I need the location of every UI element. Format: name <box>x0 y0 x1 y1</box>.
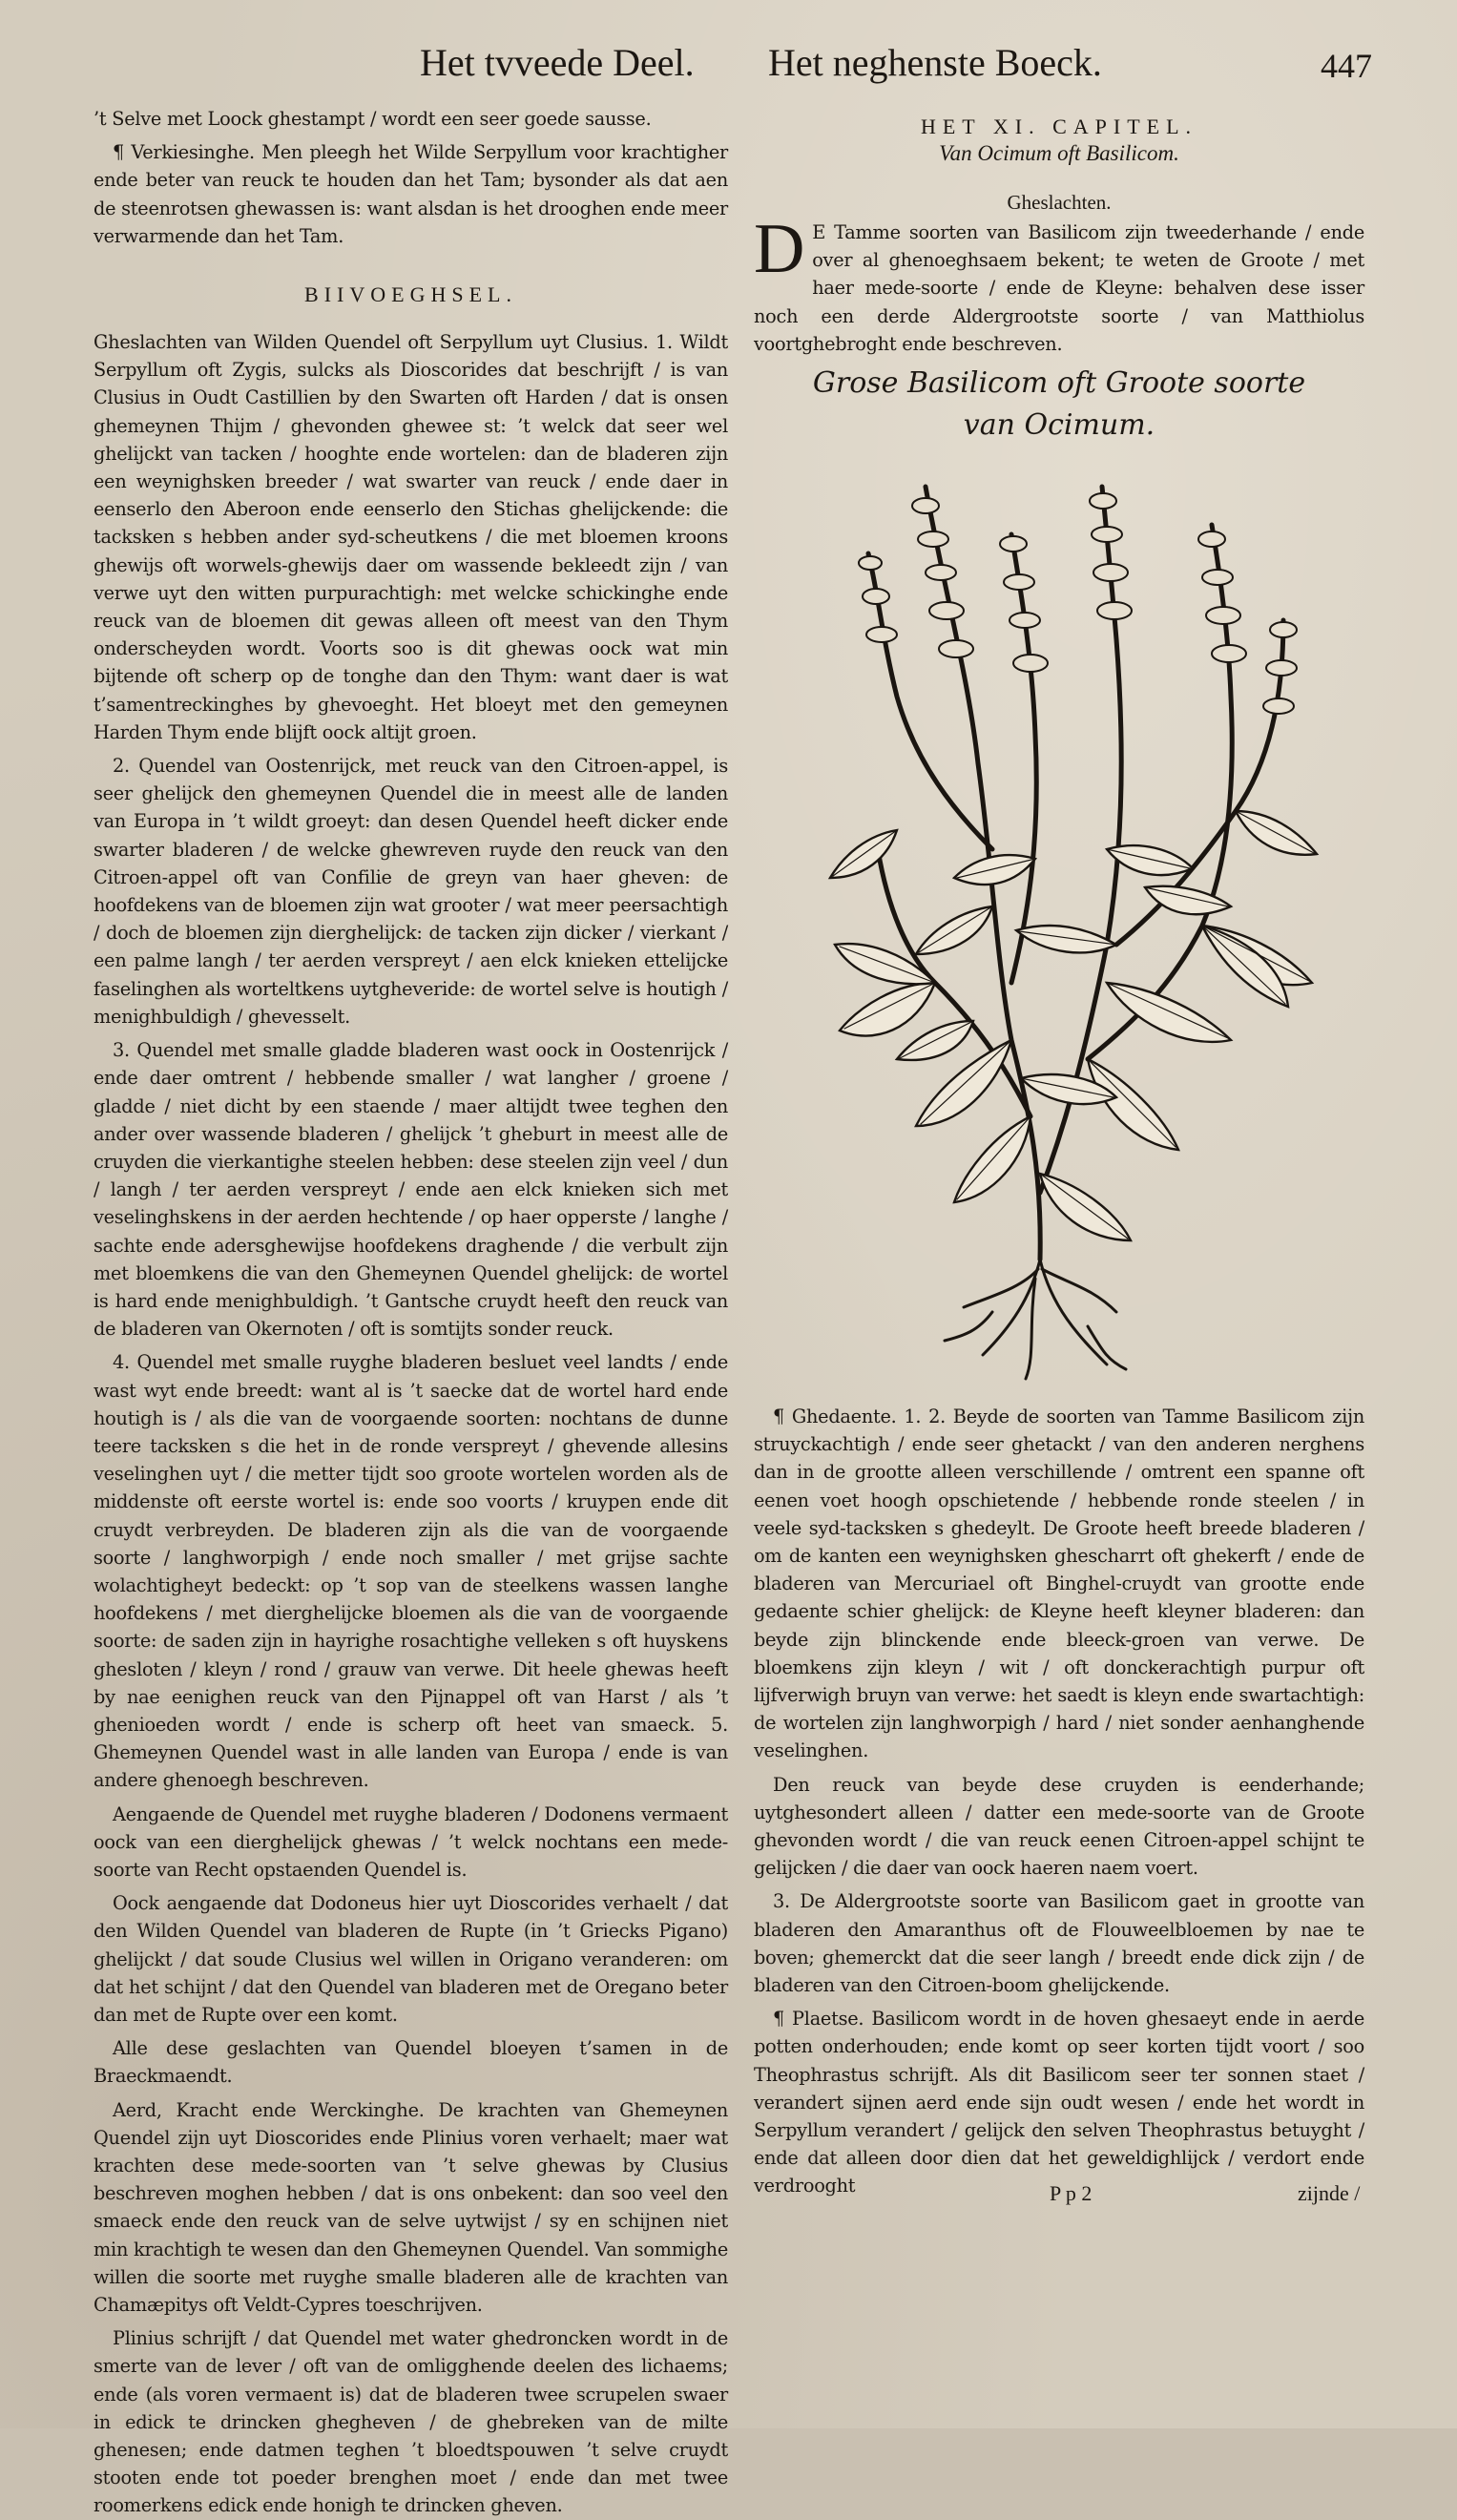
running-header <box>0 40 1457 107</box>
header-right: Het neghenste Boeck. <box>768 41 1102 84</box>
ghedaente-paragraph: ¶ Ghedaente. 1. 2. Beyde de soorten van Tamme Basilicom zijn struyckachtigh / ende seer ghetackt / van den anderen nerghens dan in de grootte alleen verschillende / omtrent een spanne oft eenen voet hoogh opschietende / hebbende ronde steelen / in veele syd-tacksken s ghedeylt. De Groote heeft breede bladeren / om de kanten een weynighsken ghescharrt oft ghekerft / ende de bladeren van Mercuriael oft Binghel-cruydt van grootte ende gedaente schier ghelijck: de Kleyne heeft kleyner bladeren: dan beyde zijn blinckende ende bleeck-groen van verwe. De bloemkens zijn kleyn / wit / oft donckerachtigh purpur oft lijfverwigh bruyn van verwe: het saedt is kleyn ende swartachtigh: de wortelen zijn langhworpigh / hard / niet sonder aenhanghende veselinghen. <box>754 1406 1364 1762</box>
figure-caption-line-2: van Ocimum. <box>963 408 1155 442</box>
right-column-bottom <box>754 1403 1364 2214</box>
leaf-veins <box>833 811 1314 1239</box>
verkiesinghe-paragraph: ¶ Verkiesinghe. Men pleegh het Wilde Serpyllum voor krachtigher ende beter van reuck te houden dan het Tam; bysonder als dat aen de steenrotsen ghewassen is: want alsdan is het drooghen ende meer verwarmende dan het Tam. <box>94 141 728 247</box>
page-number: 447 <box>1321 47 1372 85</box>
right-column-top <box>754 115 1364 363</box>
paragraph-plinius: Plinius schrijft / dat Quendel met water ghedroncken wordt in de smerte van de lever / oft van de omligghende deelen des lichaems; ende (als voren vermaent is) dat de bladeren twee scrupelen swaer in edick te drincken ghegheven / de ghebreken van de milte ghenesen; ende datmen teghen ’t bloedtspouwen ’t selve cruydt stooten ende tot poeder brenghen moet / ende dan met twee roomerkens edick ende honigh te drincken gheven. <box>94 2327 728 2517</box>
section-title-bijvoeghsel: BIIVOEGHSEL. <box>304 282 517 307</box>
paragraph-gheslachten: Gheslachten van Wilden Quendel oft Serpyllum uyt Clusius. 1. Wildt Serpyllum oft Zygis, sulcks als Dioscorides dat beschrijft / is van Clusius in Oudt Castillien by den Swarten oft Harden / dat is onsen ghemeynen Thijm / ghevonden ghewee st: ’t welck dat seer wel ghelijckt van tacken / hooghte ende wortelen: dan de bladeren zijn een weynighsken breeder / wat swarter van reuck / ende daer in eenserlo den Aberoon ende eenserlo den Stichas ghelijckende: die tacksken s hebben ander syd-scheutkens / die met bloemen kroons ghewijs oft worwels-ghewijs daer om wassende bekleedt zijn / van verwe uyt den witten purpurachtigh: met welcke schickinghe ende reuck van de bloemen dit gewas alleen oft meest van den Thym onderscheyden wordt. Voorts soo is dit ghewas oock wat min bijtende oft scherp op de tonghe dan den Thym: want daer is wat t’samentreckinghes by ghevoeght. Het bloeyt met den gemeynen Harden Thym ende blijft oock altijt groen. <box>94 331 728 743</box>
paragraph-quendel-smalle-gladde: 3. Quendel met smalle gladde bladeren wast oock in Oostenrijck / ende daer omtrent / hebbende smaller / wat langher / groene / gladde / niet dicht by een staende / maer altijdt twee teghen den ander over wassende bladeren / ghelijck ’t gheburt in meest alle de cruyden die vierkantighe steelen hebben: dese steelen zijn veel / dun / langh / ter aerden verspreyt / ende aen elck knieken sich met veselinghskens in der aerden hechtende / op haer opperste / langhe / sachte ende adersghewijse hoofdekens draghende / die verbult zijn met bloemkens die van den Ghemeynen Quendel ghelijck: de wortel is hard ende menighbuldigh. ’t Gantsche cruydt heeft den reuck van de bladeren van Okernoten / oft is somtijts sonder reuck. <box>94 1039 728 1341</box>
paragraph-dodoneus-2: Oock aengaende dat Dodoneus hier uyt Dioscorides verhaelt / dat den Wilden Quendel van bladeren de Rupte (in ’t Griecks Pigano) ghelijckt / dat soude Clusius wel willen in Origano veranderen: om dat het schijnt / dat den Quendel van bladeren met de Oregano beter dan met de Rupte over een komt. <box>94 1892 728 2026</box>
plaetse-paragraph: ¶ Plaetse. Basilicom wordt in de hoven ghesaeyt ende in aerde potten onderhouden; ende komt op seer korten tijdt voort / soo Theophrastus schrijft. Als dit Basilicom seer ter sonnen staet / verandert sijnen aerd ende sijn oudt wesen / ende het wordt in Serpyllum verandert / gelijck den selven Theophrastus betuyght / ende dat alleen door dien dat het geweldighlijck / verdort ende verdrooght <box>754 2008 1364 2197</box>
aldergrootste-paragraph: 3. De Aldergrootste soorte van Basilicom gaet in grootte van bladeren den Amaranthus oft de Flouweelbloemen by nae te boven; ghemerckt dat die seer langh / breedt ende dick zijn / de bladeren van den Citroen-boom ghelijckende. <box>754 1890 1364 1997</box>
intro-line: ’t Selve met Loock ghestampt / wordt een seer goede sausse. <box>94 108 652 130</box>
roots <box>945 1260 1126 1379</box>
drop-capital: D <box>754 210 805 288</box>
catchword: zijnde / <box>1298 2181 1361 2205</box>
main-stems <box>868 487 1283 1260</box>
gheslachten-paragraph <box>754 210 1364 358</box>
chapter-subtitle: Van Ocimum oft Basilicom. <box>939 141 1179 165</box>
spike-6 <box>1263 622 1297 714</box>
paragraph-kracht: Aerd, Kracht ende Werckinghe. De krachten van Ghemeynen Quendel zijn uyt Dioscorides ende Plinius voren verhaelt; maer wat krachten dese mede-soorten van ’t selve ghewas by Clusius beschreven moghen hebben / dat is ons onbekent: dan soo veel den smaeck ende den reuck van de selve uytwijst / sy en schijnen niet min krachtigh te wesen dan den Ghemeynen Quendel. Van sommighe willen die soorte met ruyghe smalle bladeren alle de krachten van Chamæpitys oft Veldt-Cypres toeschrijven. <box>94 2098 728 2317</box>
paragraph-bloeyen: Alle dese geslachten van Quendel bloeyen t’samen in de Braeckmaendt. <box>94 2037 728 2088</box>
paragraph-dodoneus-1: Aengaende de Quendel met ruyghe bladeren / Dodonens vermaent oock van een dierghelijck ghewas / ’t welck nochtans een mede-soorte van Recht opstaenden Quendel is. <box>94 1802 728 1881</box>
chapter-title: HET XI. CAPITEL. <box>920 115 1198 138</box>
basil-woodcut-illustration <box>801 448 1336 1384</box>
paragraph-quendel-ruyghe: 4. Quendel met smalle ruyghe bladeren besluet veel landts / ende wast wyt ende breedt: want al is ’t saecke dat de wortel hard ende houtigh is / als die van de voorgaende soorten: nochtans de dunne teere tacksken s die het in de ronde verspreyt / ghevende allesins veselinghen uyt / die metter tijdt soo groote wortelen worden als de middenste oft eerste wortel is: ende soo voorts / kruypen ende dit cruydt verbreyden. De bladeren zijn als die van de voorgaende soorte / langhworpigh / ende noch smaller / met grijse sachte wolachtigheyt bedeckt: op ’t sop van de steelkens wassen langhe hoofdekens / met dierghelijcke bloemen als die van de voorgaende soorte: de saden zijn in hayrighe rosachtighe velleken s oft huyskens ghesloten / kleyn / rond / grauw van verwe. Dit heele ghewas heeft by nae eenighen reuck van den Pijnappel oft van Harst / als ’t ghenioeden wordt / ende is scherp oft heet van smaeck. 5. Ghemeynen Quendel wast in alle landen van Europa / ende is van andere ghenoegh beschreven. <box>94 1351 728 1792</box>
figure-caption-line-1: Grose Basilicom oft Groote soorte <box>812 366 1306 400</box>
paragraph-quendel-oostenrijck: 2. Quendel van Oostenrijck, met reuck van den Citroen-appel, is seer ghelijck den ghemeynen Quendel die in meest alle de landen van Europa in ’t wildt groeyt: dan desen Quendel heeft dicker ende swarter bladeren / de welcke ghewreven ruyde den reuck van den Citroen-appel oft van Confilie de greyn van haer gheven: de hoofdekens van de bloemen zijn wat grooter / wat meer peersachtigh / doch de bloemen zijn dierghelijck: de tacken zijn dicker / vierkant / een palme langh / ter aerden verspreyt / aen elck knieken ettelijcke faselinghen als worteltkens uytgheveride: de wortel selve is houtigh / menighbuldigh / ghevesselt. <box>94 755 728 1028</box>
reuck-paragraph: Den reuck van beyde dese cruyden is eenderhande; uytghesondert alleen / datter een mede-soorte van de Groote ghevonden wordt / die van reuck eenen Citroen-appel schijnt te gelijcken / die daer van oock haeren naem voert. <box>754 1773 1364 1880</box>
figure-caption <box>754 363 1364 447</box>
gheslachten-text: E Tamme soorten van Basilicom zijn tweederhande / ende over al ghenoeghsaem bekent; te weten de Groote / met haer mede-soorte / ende de Kleyne: behalven dese isser noch een derde Aldergrootste soorte / van Matthiolus voortghebroght ende beschreven. <box>754 221 1364 355</box>
gheslachten-heading: Gheslachten. <box>1007 191 1112 214</box>
leaves <box>830 811 1317 1240</box>
spike-1 <box>912 498 973 657</box>
left-column <box>94 105 728 2517</box>
header-left: Het tvveede Deel. <box>420 41 695 84</box>
spike-5 <box>859 556 897 642</box>
signature-mark: P p 2 <box>1050 2181 1093 2205</box>
